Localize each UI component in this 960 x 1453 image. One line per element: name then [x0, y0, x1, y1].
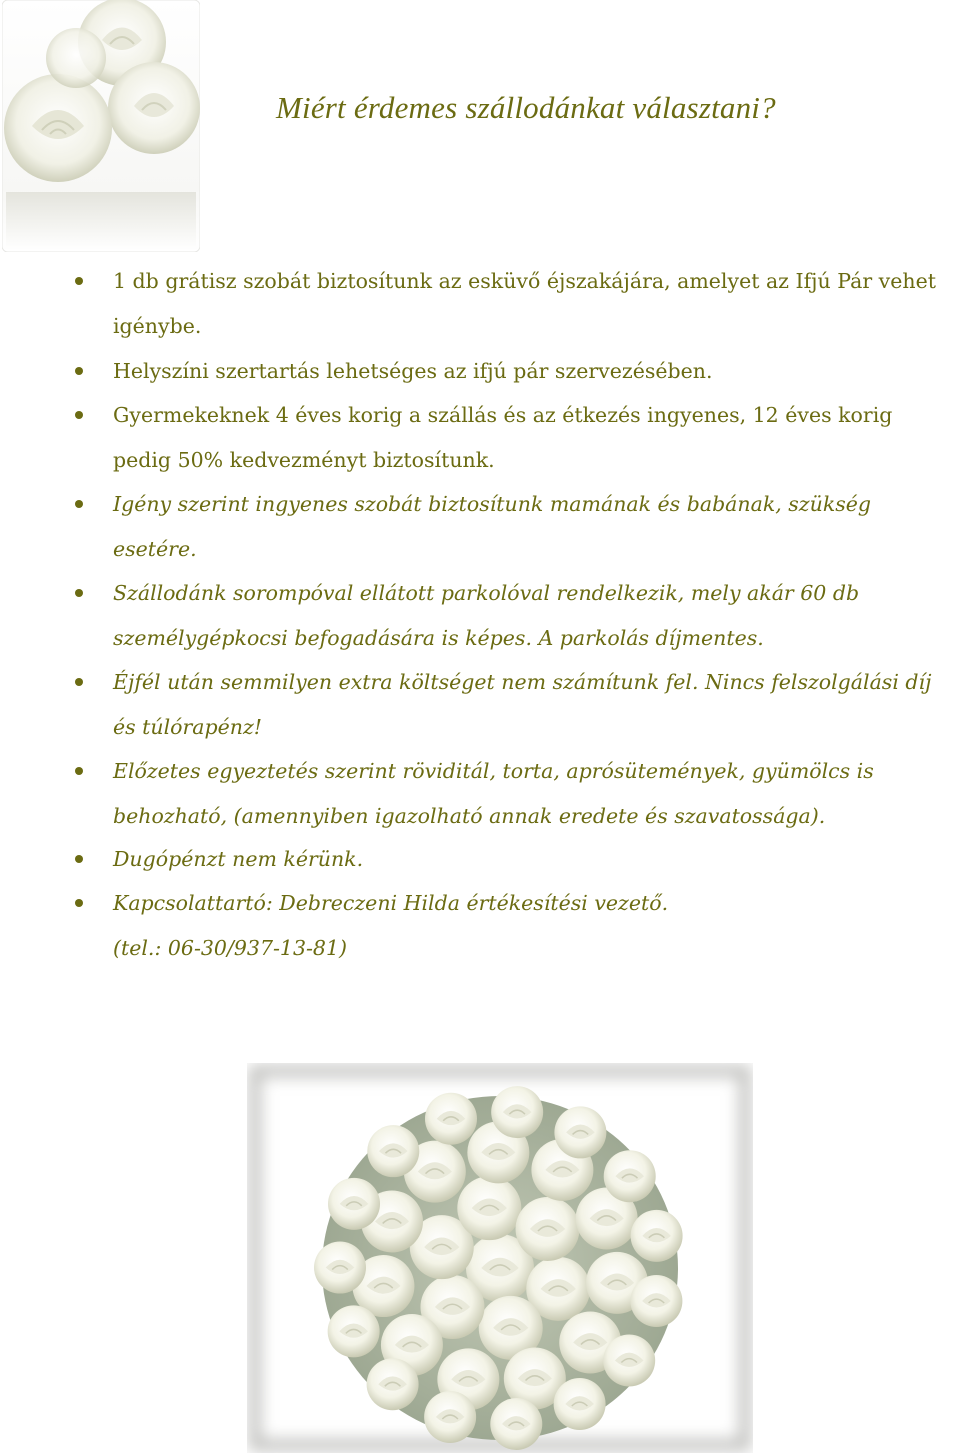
bullet-icon — [75, 678, 83, 686]
list-item — [75, 259, 945, 349]
bullet-icon — [75, 589, 83, 597]
bullet-icon — [75, 367, 83, 375]
list-item-text: Helyszíni szertartás lehetséges az ifjú pár szervezésében. — [113, 359, 713, 383]
list-item — [75, 881, 945, 971]
list-item-text: Előzetes egyeztetés szerint röviditál, torta, aprósütemények, gyümölcs is behozható, (amennyiben igazolható annak eredete és szavatossága). — [113, 759, 874, 828]
list-item — [75, 660, 945, 750]
bullet-icon — [75, 855, 83, 863]
contact-person: Kapcsolattartó: Debreczeni Hilda értékesítési vezető. — [113, 891, 669, 915]
list-item — [75, 482, 945, 572]
bullet-icon — [75, 767, 83, 775]
bullet-icon — [75, 500, 83, 508]
list-item — [75, 349, 945, 394]
list-item-text: Igény szerint ingyenes szobát biztosítunk mamának és babának, szükség esetére. — [113, 492, 872, 561]
list-item — [75, 749, 945, 839]
list-item — [75, 393, 945, 483]
list-item-text: Gyermekeknek 4 éves korig a szállás és az étkezés ingyenes, 12 éves korig pedig 50% kedvezményt biztosítunk. — [113, 403, 893, 472]
list-item — [75, 837, 945, 882]
bullet-icon — [75, 277, 83, 285]
list-item-text: Szállodánk sorompóval ellátott parkolóval rendelkezik, mely akár 60 db személygépkocsi befogadására is képes. A parkolás díjmentes. — [113, 581, 860, 650]
list-item-text: 1 db grátisz szobát biztosítunk az esküvő éjszakájára, amelyet az Ifjú Pár vehet igénybe. — [113, 269, 936, 338]
list-item-text — [113, 881, 949, 971]
page-title: Miért érdemes szállodánkat választani? — [276, 90, 776, 125]
white-rose-bouquet-icon — [247, 1063, 753, 1453]
list-item-text: Éjfél után semmilyen extra költséget nem számítunk fel. Nincs felszolgálási díj és túlórapénz! — [113, 670, 932, 739]
bullet-icon — [75, 411, 83, 419]
list-item — [75, 571, 945, 661]
white-roses-icon — [2, 0, 200, 252]
list-item-text: Dugópénzt nem kérünk. — [113, 847, 364, 871]
contact-phone: (tel.: 06-30/937-13-81) — [113, 936, 348, 960]
bullet-icon — [75, 899, 83, 907]
